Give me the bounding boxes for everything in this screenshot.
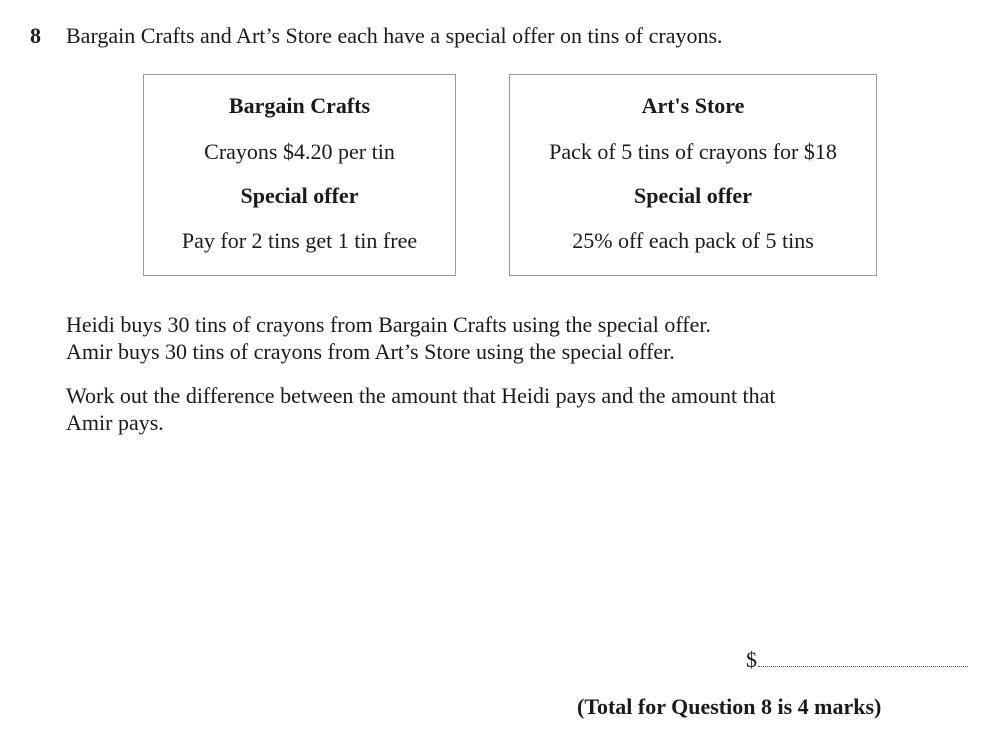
question-intro: Bargain Crafts and Art’s Store each have a special offer on tins of crayons. — [66, 23, 723, 48]
amir-purchase-text: Amir buys 30 tins of crayons from Art’s Store using the special offer. — [66, 339, 675, 364]
offer-special-heading: Special offer — [240, 183, 359, 208]
heidi-purchase-text: Heidi buys 30 tins of crayons from Bargain Crafts using the special offer. — [66, 312, 712, 337]
answer-blank[interactable] — [758, 648, 968, 667]
answer-currency: $ — [746, 647, 757, 672]
answer-line — [746, 647, 968, 673]
offer-store-name: Bargain Crafts — [228, 93, 371, 118]
offer-price: Pack of 5 tins of crayons for $18 — [549, 139, 837, 164]
question-number: 8 — [30, 23, 41, 48]
task-text-line-1: Work out the difference between the amount that Heidi pays and the amount that — [66, 383, 776, 408]
task-text-line-2: Amir pays. — [66, 410, 164, 435]
offer-price: Crayons $4.20 per tin — [204, 139, 395, 164]
offer-special-heading: Special offer — [634, 183, 752, 208]
arts-store-offer-box — [509, 74, 877, 276]
bargain-crafts-offer-box — [143, 74, 456, 276]
offer-special-text: 25% off each pack of 5 tins — [572, 228, 814, 253]
offer-special-text: Pay for 2 tins get 1 tin free — [181, 228, 418, 253]
offer-store-name: Art's Store — [641, 93, 745, 118]
total-marks: (Total for Question 8 is 4 marks) — [577, 694, 882, 719]
